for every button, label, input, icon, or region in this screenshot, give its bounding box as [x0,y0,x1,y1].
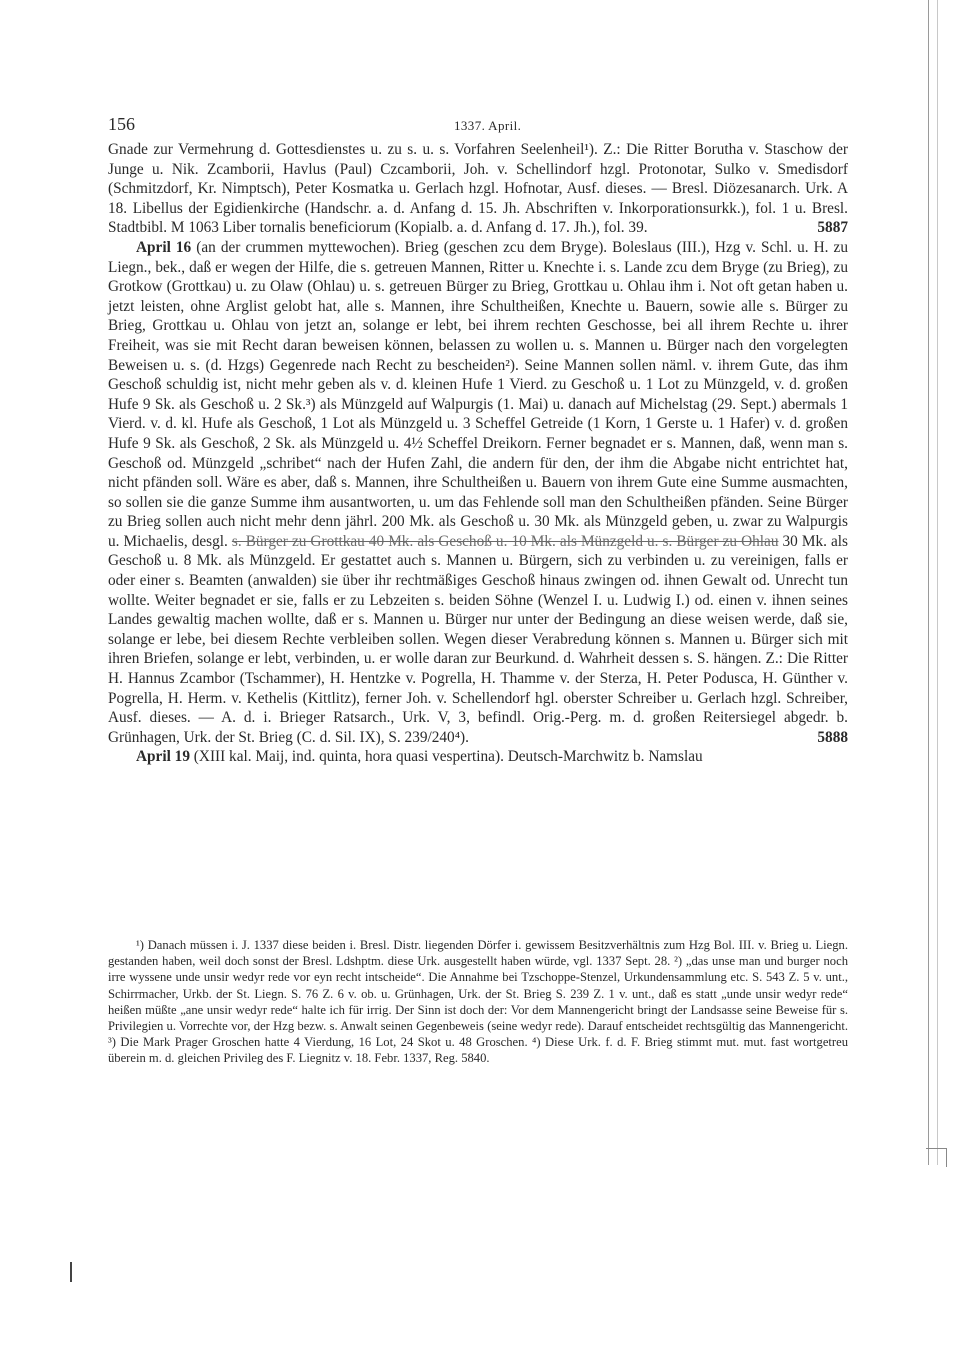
doc-5888-text-continued: 30 Mk. als Geschoß u. 8 Mk. als Münzgeld. Er gestattet auch s. Mannen u. Bürgern, sich zu verbinden u. zu vereinigen, falls er oder einer s. Beamten (anwalden) sie über ihr rechtmäßiges Geschoß hinaus zwingen od. ihnen Gewalt od. Unrecht tun wollte. Weiter begnadet er sie, falls er zu Lebzeiten s. beiden Söhne (Wenzel I. u. Ludwig I.) od. einen v. ihnen seines Landes gewaltig machen wollte, daß er s. Mannen u. Bürger nur unter der Bedingung an diese weisen werde, daß sie, solange er lebe, bei diesem Rechte verbleiben sollen. Wegen dieser Verabredung können s. Mannen u. Bürger sich mit ihren Briefen, solange er lebt, verbinden, u. er wolle daran zur Beurkund. d. Wahrheit dessen s. S. hängen. Z.: Die Ritter H. Hannus Zcambor (Tschammer), H. Hentzke v. Pogrella, H. Thamme v. der Sterza, H. Peter Podusca, H. Günther v. Pogrella, H. Herm. v. Kethelis (Kittlitz), ferner Joh. v. Schellendorf hgl. oberster Schreiber u. Gerlach hzgl. Schreiber, Ausf. dieses. — A. d. i. Brieger Ratsarch., Urk. V, 3, befindl. Orig.-Perg. m. d. großen Reitersiegel abgedr. b. Grünhagen, Urk. der St. Brieg (C. d. Sil. IX), S. 239/240⁴). [108,532,848,746]
page-number: 156 [108,114,135,134]
margin-mark [70,1262,72,1282]
binding-edge-line [928,0,929,1165]
edge-corner-mark [926,1148,947,1167]
doc-5888-struck-line: s. Bürger zu Grottkau 40 Mk. als Geschoß u. 10 Mk. als Münzgeld u. s. Bürger zu Ohlau [231,532,779,550]
doc-5888-date: April 16 [136,238,192,256]
footnotes [108,937,848,1067]
doc-next-date: April 19 [136,748,190,766]
running-title: 1337. April. [454,118,522,133]
doc-5888-entry [108,238,848,747]
doc-next-entry [108,747,848,767]
main-text [108,140,848,767]
doc-5888-text: (an der crummen myttewochen). Brieg (geschen zcu dem Bryge). Boleslaus (III.), Hzg v. Schl. u. H. zu Liegn., bek., daß er wegen der Hilfe, die s. getreuen Mannen, Ritter u. Knechte i. s. Lande zcu dem Bryge (zu Brieg), zu Grotkow (Grottkau) u. zu Olaw (Ohlau) u. s. getreuen Bürger zu Brieg, Grottkau u. Ohlau ihm i. Not oft getan haben u. jetzt leisten, ohne Arglist gelobt hat, alle s. Mannen, ihre Schultheißen, Knechte u. Bauern, sowie alle s. Bürger zu Brieg, Grottkau u. Ohlau von jetzt an, solange er lebt, bei ihrem rechten Geschosse, bei all ihrem Rechte u. ihrer Freiheit, was sie mit Recht daran beweisen können, belassen zu wollen u. s. Mannen u. Bürger nach den vorgelegten Beweisen u. s. (d. Hzgs) Gegenrede nach Recht zu bescheiden²). Seine Mannen sollen näml. v. ihrem Gute, das ihm Geschoß schuldig ist, nicht mehr geben als v. d. kleinen Hufe 1 Vierd. zu Geschoß u. 1 Lot zu Münzgeld, v. d. großen Hufe 9 Sk. als Geschoß u. 2 Sk.³) als Münzgeld auf Walpurgis (1. Mai) u. danach auf Michelstag (29. Sept.) abermals 1 Vierd. v. d. kl. Hufe als Geschoß, 1 Lot als Münzgeld u. 3 Scheffel Getreide (1 Korn, 1 Gerste u. 1 Hafer) v. d. großen Hufe 9 Sk. als Geschoß, 2 Sk. als Münzgeld u. 4½ Scheffel Dreikorn. Ferner begnadet er s. Mannen, daß, wenn man s. Geschoß od. Münzgeld „schribet“ nach der Hufen Zahl, die andern für den, der ihm die Abgabe nicht entrichtet hat, nicht pfänden soll. Wäre es aber, daß s. Mannen, ihre Schultheißen u. Bauern von ihrem Gute eine Summe ausmachten, so sollen sie die ganze Summe ihm ausantworten, u. um das Fehlende soll man den Schultheißen pfänden. Seine Bürger zu Brieg sollen auch nicht mehr denn jährl. 200 Mk. als Geschoß u. 30 Mk. als Münzgeld geben, u. zwar zu Walpurgis u. Michaelis, desgl. [108,238,848,550]
doc-next-text: (XIII kal. Maij, ind. quinta, hora quasi vespertina). Deutsch-Marchwitz b. Namslau [193,748,703,766]
footnote-text: ¹) Danach müssen i. J. 1337 diese beiden i. Bresl. Distr. liegenden Dörfer i. gewissem Besitzverhältnis zum Hzg Bol. III. v. Brieg u. Liegn. gestanden haben, weil doch sonst der Bresl. Ldshptm. diese Urk. ausgestellt haben würde, vgl. 1337 Sept. 28. ²) „das unse man und burger noch irre wyssene unde unsir wedyr rede vor eyn recht intscheide“. Die Annahme bei Tzschoppe-Stenzel, Urkundensammlung etc. S. 543 Z. 5 v. unt., Schirrmacher, Urkb. der St. Liegn. S. 76 Z. 6 v. ob. u. Grünhagen, Urk. der St. Brieg S. 239 Z. 1 v. unt., daß es statt „unde unsir wedyr rede“ heißen müßte „ane unsir wedyr rede“ halte ich für irrig. Der Sinn ist doch der: Vor dem Mannengericht bringt der Landsasse seine Beweise für s. Privilegien u. Vorrechte vor, der Hzg bezw. s. Anwalt seinen Gegenbeweis (seine wedyr rede). Darauf entscheidet rechtsgültig das Mannengericht. ³) Die Mark Prager Groschen hatte 4 Vierdung, 16 Lot, 24 Skot u. 48 Groschen. ⁴) Diese Urk. f. d. F. Brieg stimmt mut. mut. fast wortgetreu überein m. d. gleichen Privileg des F. Liegnitz v. 18. Febr. 1337, Reg. 5840. [108,938,848,1066]
doc-5887-text: Gnade zur Vermehrung d. Gottesdienstes u. zu s. u. s. Vorfahren Seelenheil¹). Z.: Die Ritter Borutha v. Staschow der Junge u. Nik. Zcamborii, Havlus (Paul) Czcamborii, Joh. v. Schellindorf hzgl. Protonotar, Sulko v. Smedisdorf (Schmitzdorf, Kr. Nimptsch), Peter Kosmatka u. Gerlach hzgl. Hofnotar, Ausf. dieses. — Bresl. Diözesanarch. Urk. A 18. Libellus der Egidienkirche (Handschr. a. d. Anfang d. 15. Jh. Abschriften v. Inkorporationsurkk.), fol. 1 u. Bresl. Stadtbibl. M 1063 Liber tornalis beneficiorum (Kopialb. a. d. Anfang d. 17. Jh.), fol. 39. [108,141,848,237]
running-header [108,114,848,138]
document-number-5888: 5888 [817,728,848,746]
doc-5887-continuation [108,140,848,238]
binding-edge-line-outer [937,0,938,1165]
document-number-5887: 5887 [817,219,848,237]
